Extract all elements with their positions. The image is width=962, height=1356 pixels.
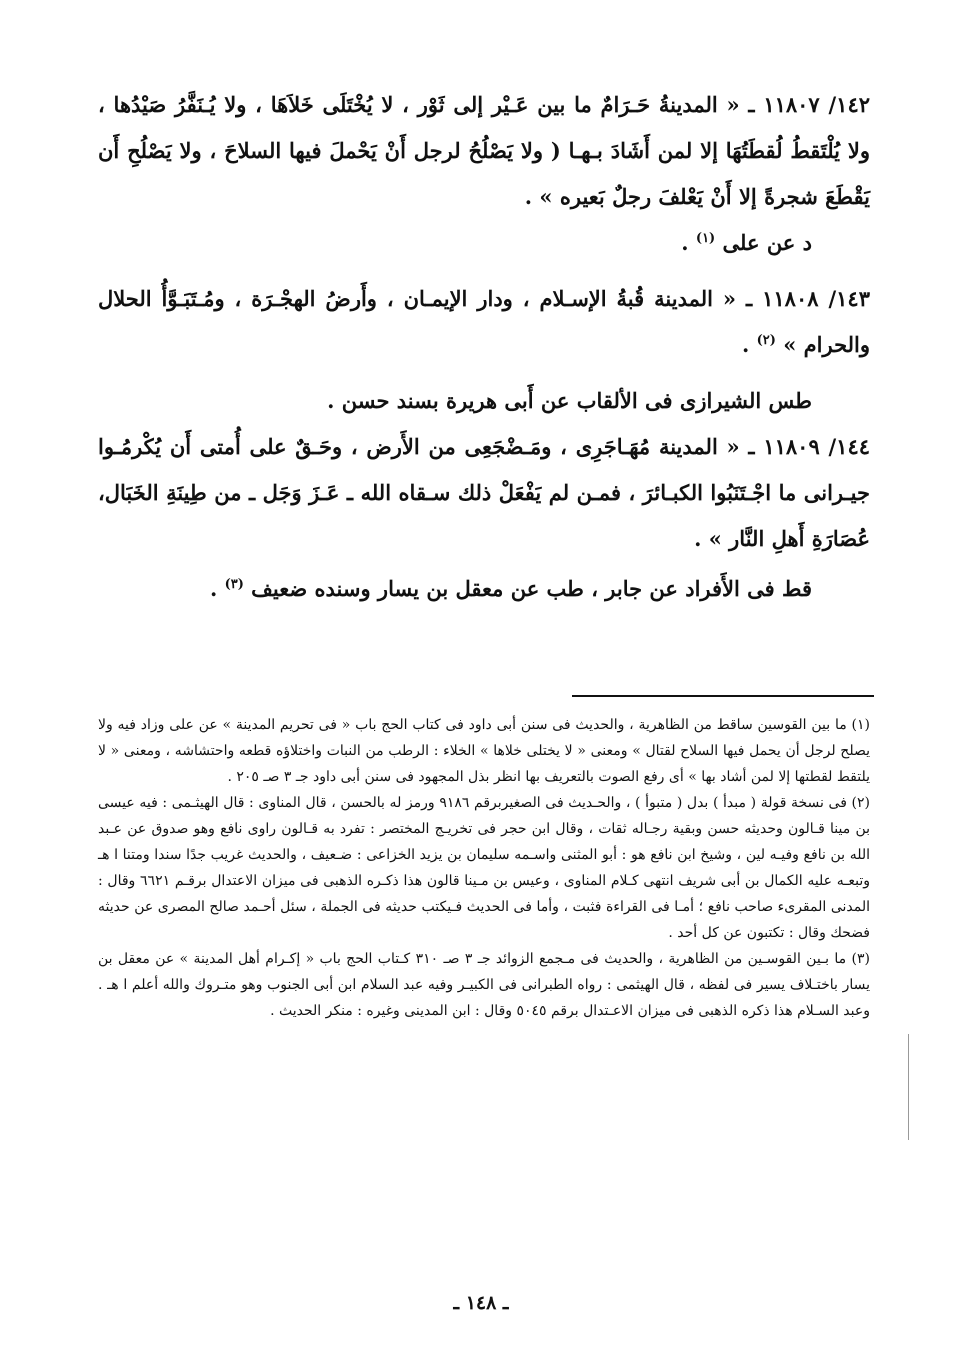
hadith-143-end: .: [741, 332, 757, 357]
footnote-2: (٢) فى نسخة قولة ( مبدأ ) بدل ( متبوأ ) ، والحـديث فى الصغيربرقم ٩١٨٦ ورمز له بالحسن ، قال المناوى : قال الهيثـمى : فيه عيسى بن مينا قـالون وحديثه حسن وبقية رجـاله ثقات ، وقال ابن حجر فى تخريـج المختصر : تفرد به قـالون راوى نافع وهو صدوق عن عـبد الله بن نافع وفيـه لين ، وشيخ ابن نافع هو : أبو المثنى واسـمه سليمان بن يزيد الخزاعى : ضـعيف ، والحديث غريب جدًا سندا ومتنا ا هـ وتبعـه عليه الكمال بن أبى شريف انتهى كـلام المناوى ، وعيس بن مـينا قالون هذا ذكـره الذهبى فى ميزان الاعتدال برقـم ٦٦٢١ وقال : المدنى المقرىء صاحب نافع ؛ أمـا فى القراءة فثبت ، وأما فى الحديث فـيكتب حديثه فى الجملة ، سئل أحـمد صالح المصرى عن حديثه فضحك وقال : تكتبون عن كل أحد .: [98, 795, 871, 941]
hadith-143-source: طس الشيرازى فى الألقاب عن أَبى هريرة بسند حسن .: [327, 388, 812, 413]
footnote-ref-3: (٣): [224, 577, 244, 592]
source-end: .: [209, 576, 225, 601]
footnote-ref-1: (١): [695, 231, 716, 246]
page-number: ـ ١٤٨ ـ: [453, 1292, 509, 1314]
footnote-ref-2: (٢): [756, 333, 776, 348]
hadith-142: [98, 82, 870, 220]
hadith-144: [98, 424, 870, 562]
footnotes: [98, 712, 870, 1024]
hadith-142-source: [98, 220, 870, 266]
hadith-143: [98, 276, 870, 368]
source-text: د عن على: [722, 230, 812, 255]
hadith-144-text: ١٤٤/ ١١٨٠٩ ـ « المدينة مُهَـاجَرِى ، ومَـضْجَعِى من الأَرض ، وحَـقٌ على أُمتى أَن يُكْرمُـوا جيـرانى ما اجْـتَنَبُوا الكبـائرَ ، فمـن لم يَفْعَلْ ذلك سـقاه الله ـ عَـزَ وَجَل ـ من طِينَةِ الخَبَال، عُصَارَةِ أَهلِ النَّار » .: [98, 434, 871, 551]
footnote-separator: [572, 695, 874, 697]
footnote-1: (١) ما بين القوسين ساقط من الظاهرية ، والحديث فى سنن أبى داود فى كتاب الحج باب « فى تحريم المدينة » عن على وزاد فيه ولا يصلح لرجل أن يحمل فيها السلاح لقتال » ومعنى « لا يختلى خلاها » الخلاء : الرطب من النبات واختلاؤه قطعه واحتشاشه ، ومعنى « لا يلتقط لقطتها إلا لمن أشاد بها » أى رفع الصوت بالتعريف بها انظر بذل المجهود فى سنن أبى داود جـ ٣ صـ ٢٠٥ .: [98, 717, 870, 785]
hadith-144-source: [98, 566, 870, 612]
hadith-143-text: ١٤٣/ ١١٨٠٨ ـ « المدينة قُبةُ الإسـلام ، ودار الإيمـان ، وأَرضُ الهجْـرَة ، ومُـتَبَـوَّأُ الحلال والحرام »: [98, 286, 870, 357]
source-end: .: [681, 230, 696, 255]
hadith-142-text: ١٤٢/ ١١٨٠٧ ـ « المدينةُ حَـرَامٌ ما بين عَـيْر إلى ثَوْر ، لا يُخْتَلَى خَلاَهَا ، ولا يُـنَفَّرُ صَيْدُها ، ولا يُلْتَقطُ لُقطَتُهَا إلا لمن أَشَادَ بـهـا ( ولا يَصْلُحُ لرجل أَنْ يَحْملَ فيها السلاحَ ، ولا يَصْلُحِ أَن يَقْطَعَ شجرةً إلا أَنْ يَعْلفَ رجلٌ بَعيره » .: [98, 92, 871, 209]
footnote-3: (٣) ما بـين القوسـين من الظاهرية ، والحديث فى مـجمع الزوائد جـ ٣ صـ ٣١٠ كـتاب الحج باب « إكـرام أهل المدينة » عن معقل بن يسار باختـلاف يسير فى لفظه ، قال الهيثمى : رواه الطبرانى فى الكبيـر وفيه عبد السلام ابن أبى الجنوب وهو متـروك والله أعلم ا هـ . وعبد السـلام هذا ذكره الذهبى فى ميزان الاعـتدال برقم ٥٠٤٥ وقال : ابن المدينى وغيره : منكر الحديث .: [98, 951, 870, 1019]
source-text: قط فى الأَفراد عن جابر ، طب عن معقل بن يسار وسنده ضعيف: [251, 576, 812, 601]
main-text: [98, 82, 870, 612]
margin-line: [908, 1034, 909, 1140]
